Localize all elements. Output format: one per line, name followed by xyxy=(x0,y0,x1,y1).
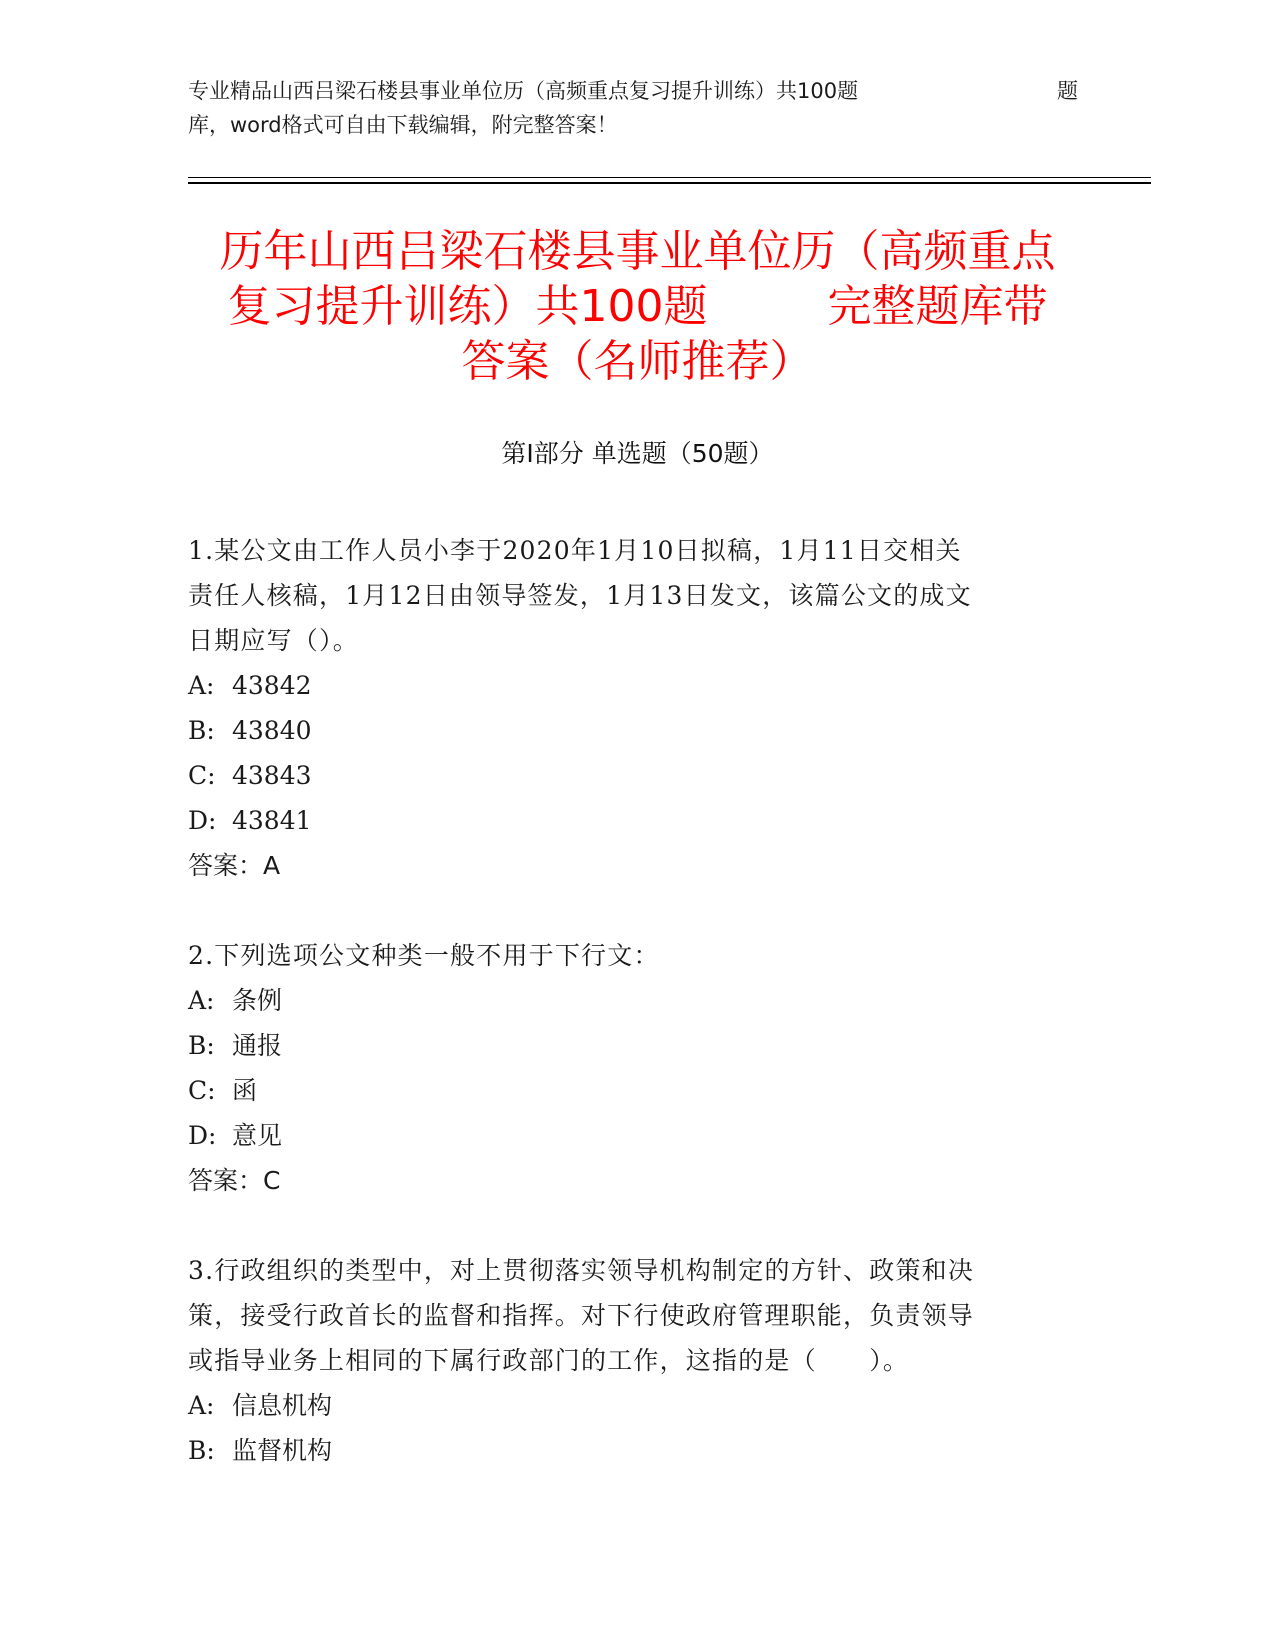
page-header xyxy=(188,74,1078,142)
option-b xyxy=(188,1428,1088,1473)
question-stem-line: 或指导业务上相同的下属行政部门的工作，这指的是（ ）。 xyxy=(188,1346,910,1375)
option-text: 通报 xyxy=(232,1031,283,1060)
option-text: 信息机构 xyxy=(232,1391,333,1420)
option-label: B: xyxy=(188,1031,215,1060)
title-line-2-right: 完整题库带 xyxy=(827,281,1048,332)
option-a xyxy=(188,1383,1088,1428)
option-a xyxy=(188,978,1088,1023)
question-stem-line: 责任人核稿，1月12日由领导签发，1月13日发文，该篇公文的成文 xyxy=(188,581,972,610)
option-text: 43842 xyxy=(232,671,312,700)
header-text-right: 题 xyxy=(1057,79,1078,103)
option-text: 43843 xyxy=(232,761,312,790)
answer-line: 答案：A xyxy=(188,851,281,880)
option-text: 意见 xyxy=(232,1121,283,1150)
header-line-2: 库，word格式可自由下载编辑，附完整答案！ xyxy=(188,113,618,137)
question-stem-line: 日期应写（）。 xyxy=(188,626,359,655)
question-stem-line: 策，接受行政首长的监督和指挥。对下行使政府管理职能，负责领导 xyxy=(188,1301,975,1330)
header-divider-thick xyxy=(188,182,1151,184)
header-line-1 xyxy=(188,74,1078,108)
option-d xyxy=(188,798,1088,843)
question-3 xyxy=(188,1248,1088,1473)
option-b xyxy=(188,708,1088,753)
header-divider-thin xyxy=(188,177,1151,178)
header-text-left: 专业精品山西吕梁石楼县事业单位历（高频重点复习提升训练）共100题 xyxy=(188,79,859,103)
option-label: D: xyxy=(188,806,217,835)
option-text: 监督机构 xyxy=(232,1436,333,1465)
title-line-1: 历年山西吕梁石楼县事业单位历（高频重点 xyxy=(219,226,1056,277)
question-stem-line: 2.下列选项公文种类一般不用于下行文： xyxy=(188,941,660,970)
option-label: C: xyxy=(188,1076,216,1105)
option-label: C: xyxy=(188,761,216,790)
option-text: 43841 xyxy=(232,806,312,835)
question-1 xyxy=(188,528,1088,888)
option-c xyxy=(188,753,1088,798)
title-line-2 xyxy=(160,279,1115,334)
question-2 xyxy=(188,933,1088,1203)
question-stem-line: 3.行政组织的类型中，对上贯彻落实领导机构制定的方针、政策和决 xyxy=(188,1256,975,1285)
question-list xyxy=(188,528,1088,1518)
option-a xyxy=(188,663,1088,708)
option-label: D: xyxy=(188,1121,217,1150)
option-d xyxy=(188,1113,1088,1158)
option-b xyxy=(188,1023,1088,1068)
section-title: 第Ⅰ部分 单选题（50题） xyxy=(501,439,774,468)
option-text: 函 xyxy=(232,1076,258,1105)
option-label: A: xyxy=(188,671,215,700)
question-stem-line: 1.某公文由工作人员小李于2020年1月10日拟稿，1月11日交相关 xyxy=(188,536,962,565)
option-text: 条例 xyxy=(232,986,283,1015)
option-label: B: xyxy=(188,1436,215,1465)
document-title xyxy=(160,224,1115,389)
option-c xyxy=(188,1068,1088,1113)
option-label: B: xyxy=(188,716,215,745)
option-label: A: xyxy=(188,986,215,1015)
title-line-3: 答案（名师推荐） xyxy=(461,336,814,387)
title-line-2-left: 复习提升训练）共100题 xyxy=(227,281,708,332)
option-text: 43840 xyxy=(232,716,312,745)
option-label: A: xyxy=(188,1391,215,1420)
answer-line: 答案：C xyxy=(188,1166,281,1195)
